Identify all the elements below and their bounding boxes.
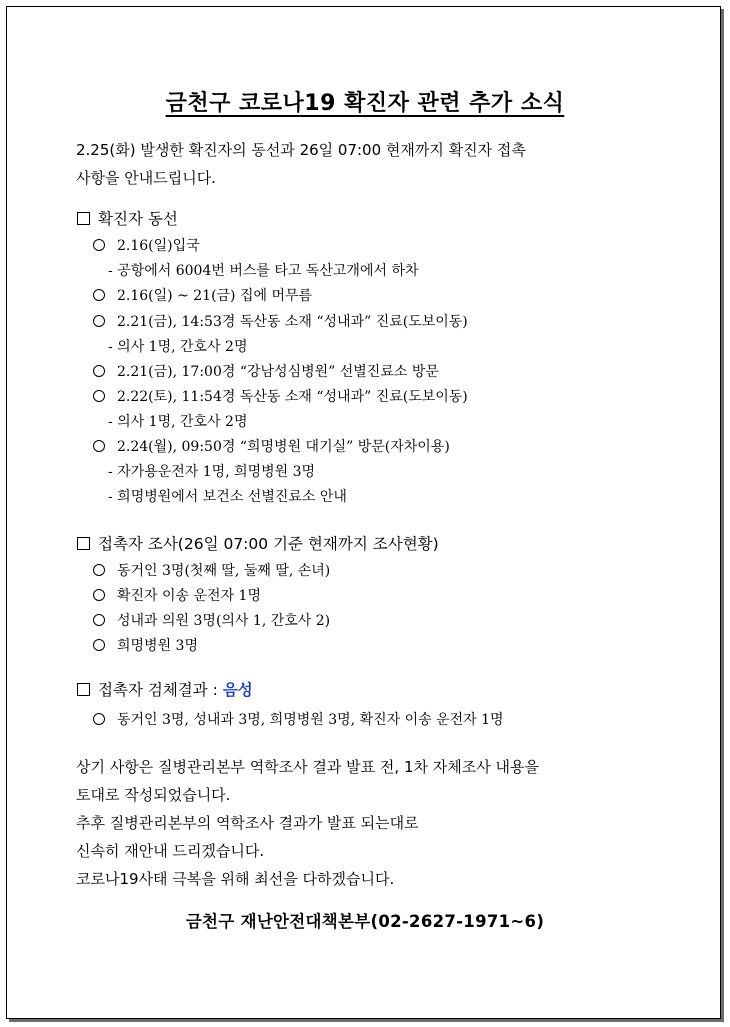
movement-subitem-text: - 자가용운전자 1명, 희명병원 3명 [108, 464, 316, 480]
movement-item-text: 2.21(금), 17:00경 “강남성심병원” 선별진료소 방문 [117, 364, 439, 380]
closing-line-2: 토대로 작성되었습니다. [76, 786, 231, 804]
movement-subitem [108, 412, 247, 432]
movement-item-text: 2.22(토), 11:54경 독산동 소재 “성내과” 진료(도보이동) [117, 389, 468, 405]
movement-subitem [108, 261, 419, 281]
circle-bullet-icon [93, 564, 105, 576]
intro-line-1: 2.25(화) 발생한 확진자의 동선과 26일 07:00 현재까지 확진자 접촉 [76, 141, 526, 159]
circle-bullet-icon [93, 639, 105, 651]
movement-item-text: 2.16(일)입국 [117, 238, 200, 254]
circle-bullet-icon [93, 440, 105, 452]
intro-line-2: 사항을 안내드립니다. [76, 169, 216, 187]
circle-bullet-icon [93, 365, 105, 377]
results-item-text: 동거인 3명, 성내과 3명, 희명병원 3명, 확진자 이송 운전자 1명 [117, 712, 504, 728]
movement-item-text: 2.16(일) ~ 21(금) 집에 머무름 [117, 288, 313, 304]
contacts-heading [77, 533, 439, 555]
circle-bullet-icon [93, 239, 105, 251]
contacts-item [93, 611, 330, 631]
contacts-item [93, 636, 198, 656]
checkbox-square-icon [77, 212, 90, 225]
contacts-item-text: 희명병원 3명 [117, 638, 198, 654]
contacts-heading-text: 접촉자 조사(26일 07:00 기준 현재까지 조사현황) [98, 535, 439, 553]
circle-bullet-icon [93, 713, 105, 725]
contacts-item [93, 586, 261, 606]
circle-bullet-icon [93, 390, 105, 402]
results-heading [77, 679, 253, 701]
closing-line-4: 신속히 재안내 드리겠습니다. [76, 842, 265, 860]
closing-line-1: 상기 사항은 질병관리본부 역학조사 결과 발표 전, 1차 자체조사 내용을 [76, 758, 539, 776]
results-item [93, 710, 504, 730]
movement-subitem [108, 462, 315, 482]
movement-heading [77, 208, 178, 230]
circle-bullet-icon [93, 315, 105, 327]
movement-item [93, 286, 312, 306]
document-title [0, 86, 730, 117]
contacts-item-text: 동거인 3명(첫째 딸, 둘째 딸, 손녀) [117, 563, 331, 579]
closing-paragraph [76, 753, 676, 893]
movement-item [93, 236, 200, 256]
movement-item-text: 2.21(금), 14:53경 독산동 소재 “성내과” 진료(도보이동) [117, 314, 468, 330]
movement-subitem-text: - 의사 1명, 간호사 2명 [108, 339, 248, 355]
movement-subitem [108, 337, 247, 357]
signature: 금천구 재난안전대책본부(02-2627-1971~6) [185, 912, 545, 931]
circle-bullet-icon [93, 589, 105, 601]
checkbox-square-icon [77, 537, 90, 550]
contacts-item [93, 561, 330, 581]
movement-subitem-text: - 공항에서 6004번 버스를 타고 독산고개에서 하차 [108, 263, 419, 279]
results-heading-text: 접촉자 검체결과 : [98, 681, 218, 699]
contacts-item-text: 확진자 이송 운전자 1명 [117, 588, 261, 604]
movement-subitem-text: - 의사 1명, 간호사 2명 [108, 414, 248, 430]
movement-item [93, 387, 468, 407]
movement-heading-text: 확진자 동선 [98, 210, 178, 228]
movement-item [93, 362, 439, 382]
intro-paragraph [76, 136, 676, 192]
movement-item [93, 437, 450, 457]
movement-subitem-text: - 희명병원에서 보건소 선별진료소 안내 [108, 489, 347, 505]
checkbox-square-icon [77, 683, 90, 696]
closing-line-3: 추후 질병관리본부의 역학조사 결과가 발표 되는대로 [76, 814, 419, 832]
circle-bullet-icon [93, 614, 105, 626]
contacts-item-text: 성내과 의원 3명(의사 1, 간호사 2) [117, 613, 331, 629]
movement-item [93, 312, 468, 332]
closing-line-5: 코로나19사태 극복을 위해 최선을 다하겠습니다. [76, 870, 395, 888]
result-value: 음성 [222, 681, 253, 699]
title-text: 금천구 코로나19 확진자 관련 추가 소식 [165, 91, 565, 116]
movement-item-text: 2.24(월), 09:50경 “희명병원 대기실” 방문(자차이용) [117, 439, 450, 455]
circle-bullet-icon [93, 289, 105, 301]
movement-subitem [108, 487, 347, 507]
